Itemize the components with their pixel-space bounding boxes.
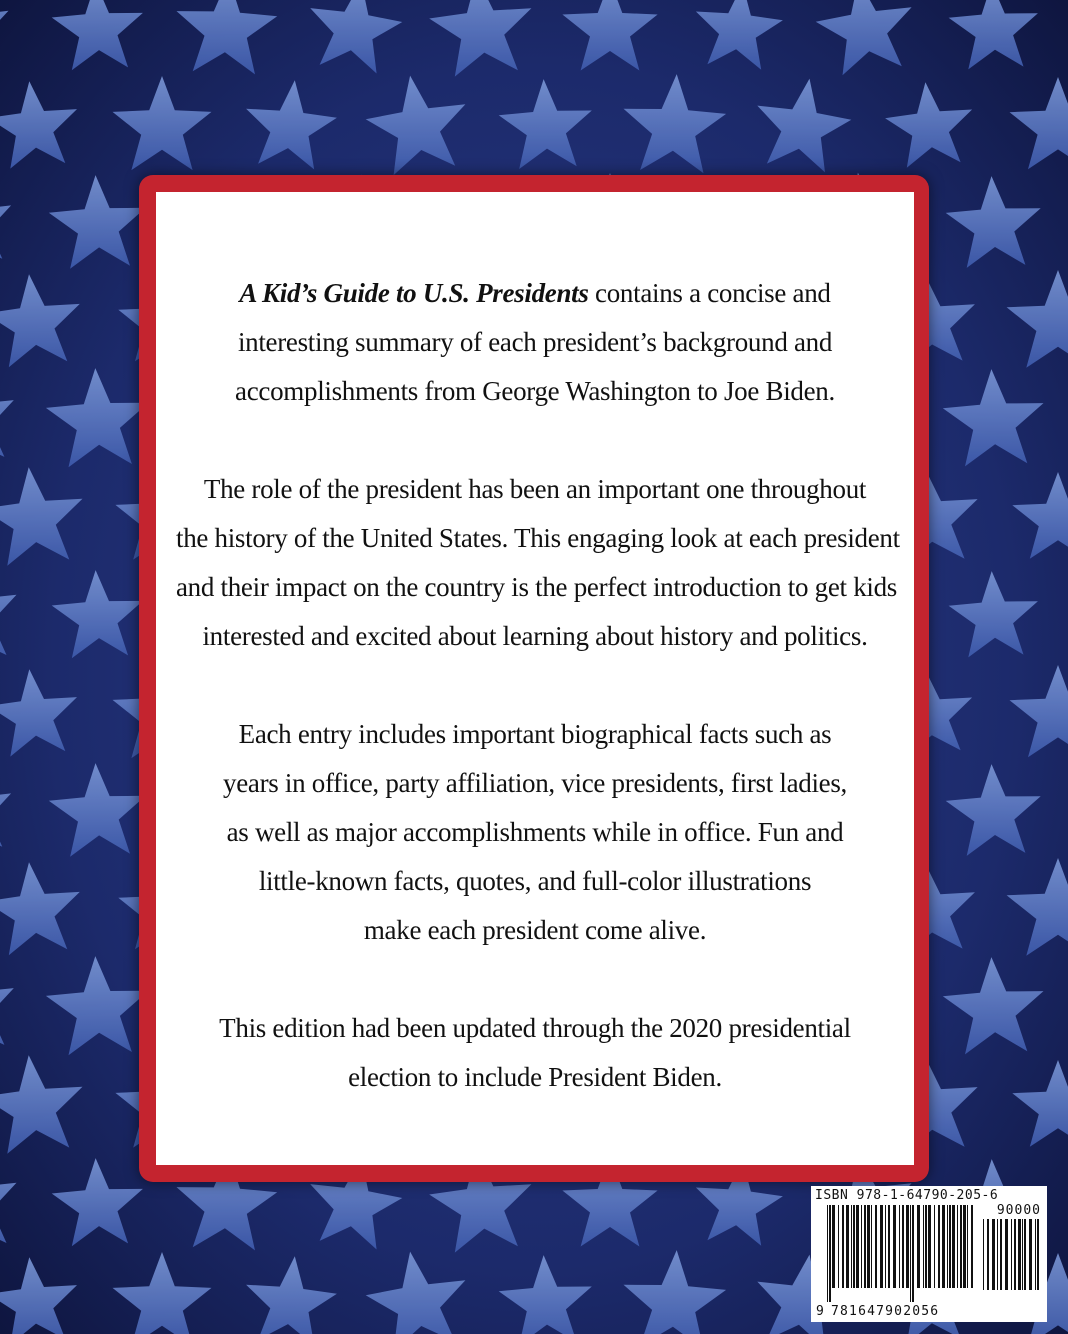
paragraph-line: and their impact on the country is the perfect introduction to get kids: [176, 572, 898, 602]
paragraph-line: the history of the United States. This engaging look at each president: [176, 523, 900, 553]
barcode-bar: [967, 1205, 968, 1288]
ean-bars: [827, 1205, 977, 1302]
paragraph-line: election to include President Biden.: [348, 1062, 722, 1092]
barcode-bar: [983, 1219, 984, 1290]
barcode-bar: [853, 1205, 855, 1288]
barcode-bar: [949, 1205, 951, 1288]
paragraph-line: make each president come alive.: [363, 915, 707, 945]
description-panel-inner: [156, 192, 914, 1165]
barcode-bar: [1022, 1219, 1023, 1290]
paragraph-line: interesting summary of each president’s background and: [237, 327, 833, 357]
paragraph-entries: [176, 710, 894, 955]
barcode-bar: [846, 1205, 849, 1288]
price-addon: 90000: [996, 1203, 1041, 1218]
barcode-bar: [1014, 1219, 1016, 1290]
paragraph-line: Each entry includes important biographical facts such as: [238, 719, 832, 749]
ean-digits: 781647902056: [831, 1304, 940, 1319]
barcode-bar: [842, 1205, 844, 1288]
paragraph-line: interested and excited about learning about history and politics.: [202, 621, 868, 651]
barcode-bar: [1011, 1219, 1012, 1290]
addon-bars: [983, 1219, 1041, 1304]
barcode-bar: [963, 1205, 966, 1288]
barcode-bar: [934, 1205, 935, 1288]
ean-first-digit: 9: [816, 1304, 824, 1319]
barcode-bar: [829, 1205, 831, 1302]
barcode-bar: [1018, 1219, 1021, 1290]
barcode-bar: [912, 1205, 914, 1302]
paragraph-line: little-known facts, quotes, and full-color illustrations: [258, 866, 812, 896]
paragraph-edition: [176, 1004, 894, 1102]
barcode-bar: [910, 1205, 911, 1302]
isbn-number: ISBN 978-1-64790-205-6: [815, 1188, 999, 1203]
barcode-bar: [827, 1205, 828, 1302]
paragraph-line: years in office, party affiliation, vice presidents, first ladies,: [223, 768, 847, 798]
barcode-bar: [1035, 1219, 1036, 1290]
barcode-bar: [899, 1205, 900, 1288]
barcode-bar: [971, 1205, 973, 1288]
paragraph-line: The role of the president has been an important one throughout: [203, 474, 867, 504]
barcode-bar: [942, 1205, 945, 1288]
barcode-bar: [1024, 1219, 1026, 1290]
barcode-bar: [952, 1205, 955, 1288]
barcode-bar: [938, 1205, 940, 1288]
barcode-bar: [947, 1205, 948, 1288]
barcode-bar: [880, 1205, 883, 1288]
barcode-bar: [893, 1205, 896, 1288]
barcode-bar: [906, 1205, 909, 1288]
paragraph-intro: [176, 269, 894, 416]
barcode-bar: [1037, 1219, 1039, 1290]
barcode-bar: [875, 1205, 877, 1288]
paragraph-line: as well as major accomplishments while in office. Fun and: [226, 817, 844, 847]
barcode-bar: [923, 1205, 924, 1288]
barcode-bar: [861, 1205, 862, 1288]
barcode-bar: [832, 1205, 835, 1288]
line-text: contains a concise and: [588, 278, 831, 308]
barcode-bar: [885, 1205, 886, 1288]
barcode-bar: [1029, 1219, 1032, 1290]
barcode-bar: [864, 1205, 866, 1288]
paragraph-line: This edition had been updated through the 2020 presidential: [219, 1013, 851, 1043]
barcode-bar: [925, 1205, 927, 1288]
barcode-bar: [960, 1205, 962, 1288]
barcode-bar: [867, 1205, 870, 1288]
barcode-bar: [856, 1205, 859, 1288]
paragraph-line: [176, 269, 894, 318]
barcode-bar: [987, 1219, 989, 1290]
barcode-bar: [902, 1205, 904, 1288]
barcode-bar: [917, 1205, 920, 1288]
barcode-bar: [957, 1205, 958, 1288]
barcode-bar: [838, 1205, 839, 1288]
barcode-bar: [997, 1219, 998, 1290]
barcode-bar: [1000, 1219, 1002, 1290]
barcode-bar: [888, 1205, 890, 1288]
barcode-bar: [871, 1205, 872, 1288]
barcode-bar: [851, 1205, 852, 1288]
barcode-bar: [928, 1205, 931, 1288]
paragraph-role: [176, 465, 900, 661]
description-panel: [139, 175, 929, 1182]
barcode-bar: [1005, 1219, 1008, 1290]
isbn-barcode: [811, 1186, 1047, 1322]
paragraph-line: accomplishments from George Washington to Joe Biden.: [235, 376, 835, 406]
barcode-bar: [992, 1219, 995, 1290]
book-title: A Kid’s Guide to U.S. Presidents: [239, 278, 589, 308]
